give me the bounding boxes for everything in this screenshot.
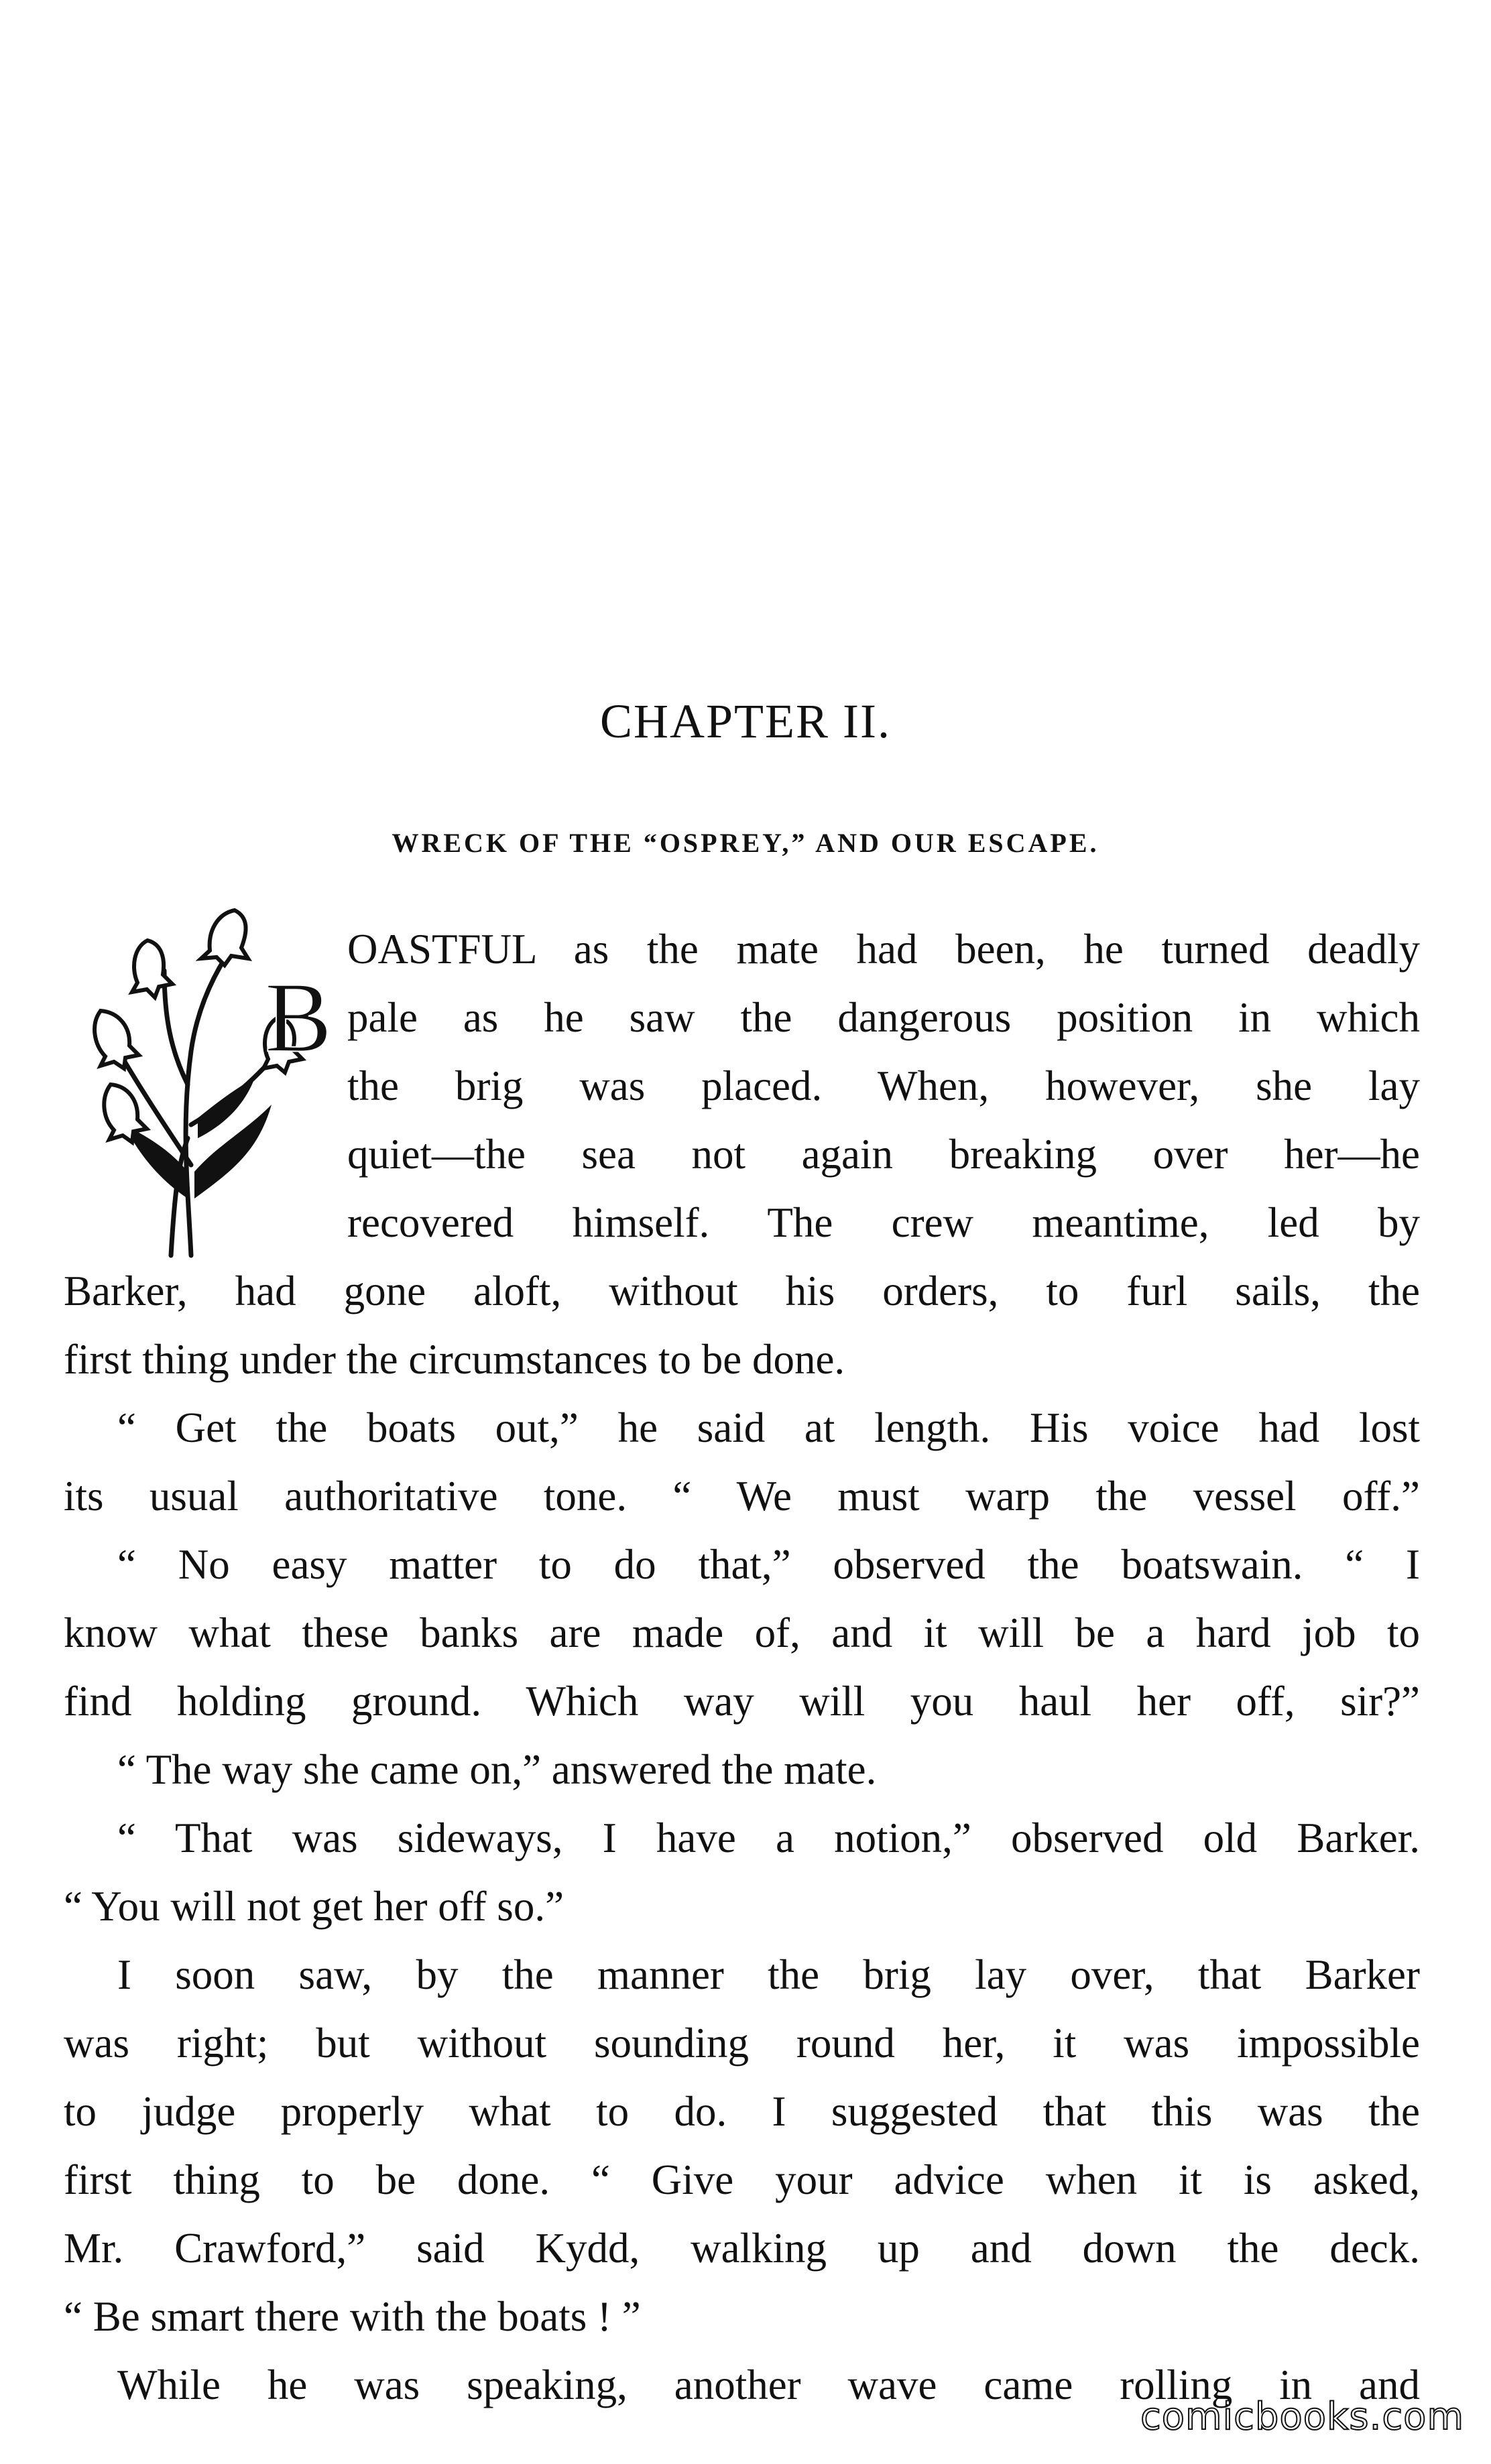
site-watermark: comicbooks.com [1140,2395,1464,2439]
body-line: OASTFUL as the mate had been, he turned deadly [347,926,1420,973]
body-line: to judge properly what to do. I suggested that this was the [64,2088,1420,2135]
body-line: Mr. Crawford,” said Kydd, walking up and down the deck. [64,2225,1420,2272]
body-line: “ The way she came on,” answered the mate. [117,1746,877,1793]
body-line: know what these banks are made of, and it will be a hard job to [64,1609,1420,1656]
body-line: was right; but without sounding round her, it was impossible [64,2020,1420,2067]
body-line: Barker, had gone aloft, without his orders, to furl sails, the [64,1268,1420,1314]
drop-cap-illustration [64,883,332,1259]
body-line: I soon saw, by the manner the brig lay over, that Barker [117,1951,1420,1998]
body-line: “ No easy matter to do that,” observed the boatswain. “ I [117,1541,1420,1588]
body-line: its usual authoritative tone. “ We must warp the vessel off.” [64,1473,1420,1520]
body-line: “ Get the boats out,” he said at length. His voice had lost [117,1404,1420,1451]
drop-cap-letter: B [265,962,332,1073]
body-line: first thing under the circumstances to be done. [64,1336,845,1383]
body-line: pale as he saw the dangerous position in which [347,994,1420,1041]
body-line: find holding ground. Which way will you haul her off, sir?” [64,1678,1420,1725]
body-line: “ That was sideways, I have a notion,” observed old Barker. [117,1814,1420,1861]
body-line: While he was speaking, another wave came rolling in and [117,2361,1420,2408]
chapter-subtitle: WRECK OF THE “OSPREY,” AND OUR ESCAPE. [392,828,1099,858]
body-line: quiet—the sea not again breaking over her—he [347,1131,1420,1178]
body-line: first thing to be done. “ Give your advice when it is asked, [64,2156,1420,2203]
body-line: “ You will not get her off so.” [64,1883,564,1930]
body-line: “ Be smart there with the boats ! ” [64,2293,641,2340]
body-line: the brig was placed. When, however, she lay [347,1062,1420,1109]
chapter-title: CHAPTER II. [600,694,891,748]
body-line: recovered himself. The crew meantime, led by [347,1199,1420,1246]
